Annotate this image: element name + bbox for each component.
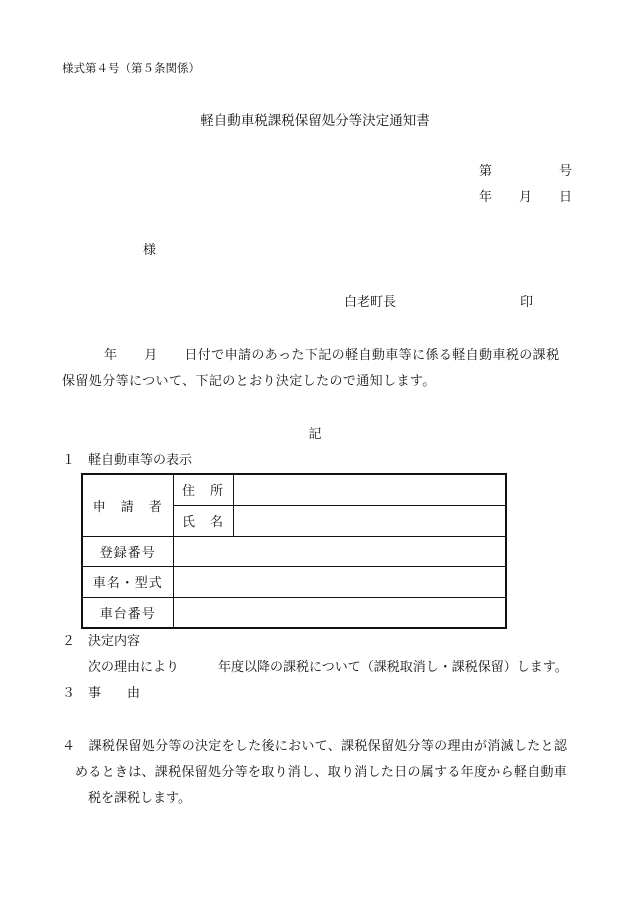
date-day-label: 日 [559, 190, 573, 205]
table-row [82, 566, 506, 597]
addressee-honorific: 様 [143, 243, 157, 258]
model-label: 車名・型式 [82, 566, 173, 597]
chassis-label: 車台番号 [82, 597, 173, 628]
registration-label: 登録番号 [82, 536, 173, 566]
document-title: 軽自動車税課税保留処分等決定通知書 [200, 113, 430, 129]
vehicle-table [81, 473, 507, 629]
doc-number-prefix: 第 [479, 164, 493, 179]
section-4-line-1: ４ 課税保留処分等の決定をした後において、課税保留処分等の理由が消滅したと認 [62, 739, 568, 754]
date-month-label: 月 [519, 190, 533, 205]
seal-mark: 印 [520, 295, 534, 310]
table-row [82, 474, 506, 505]
name-field[interactable] [233, 505, 506, 536]
table-row [82, 536, 506, 566]
address-field[interactable] [233, 474, 506, 505]
body-text-line-1: 年 月 日付で申請のあった下記の軽自動車等に係る軽自動車税の課税 [104, 348, 560, 363]
issuer-name: 白老町長 [344, 295, 397, 310]
date-year-label: 年 [479, 190, 493, 205]
section-4-line-2: めるときは、課税保留処分等を取り消し、取り消した日の属する年度から軽自動車 [75, 765, 568, 780]
section-4-line-3: 税を課税します。 [88, 791, 191, 806]
section-2-heading: ２ 決定内容 [62, 634, 141, 649]
registration-field[interactable] [173, 536, 506, 566]
applicant-label: 申 請 者 [82, 474, 173, 536]
section-2-text: 次の理由により 年度以降の課税について（課税取消し・課税保留）します。 [88, 660, 568, 675]
model-field[interactable] [173, 566, 506, 597]
section-1-heading: １ 軽自動車等の表示 [62, 453, 193, 468]
form-number: 様式第４号（第５条関係） [62, 61, 200, 75]
ki-heading: 記 [308, 427, 322, 442]
address-label: 住 所 [173, 474, 233, 505]
doc-number-suffix: 号 [559, 164, 573, 179]
section-3-heading: ３ 事 由 [62, 686, 141, 701]
body-text-line-2: 保留処分等について、下記のとおり決定したので通知します。 [62, 374, 436, 389]
chassis-field[interactable] [173, 597, 506, 628]
table-row [82, 597, 506, 628]
name-label: 氏 名 [173, 505, 233, 536]
